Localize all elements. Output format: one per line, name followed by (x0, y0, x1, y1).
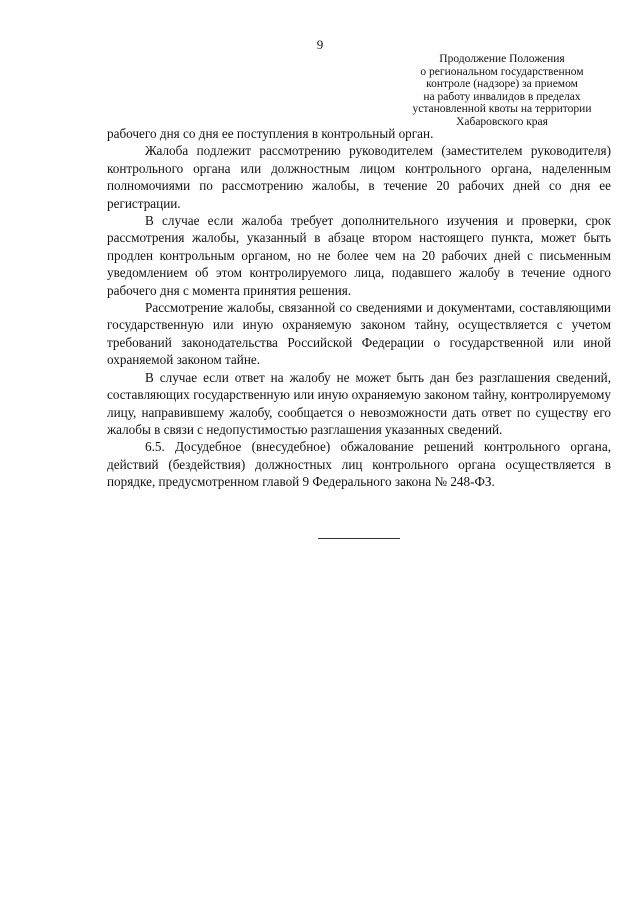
running-header-line: на работу инвалидов в пределах (423, 90, 581, 103)
running-header-line: о региональном государственном (420, 65, 584, 78)
paragraph-6-5-pretrial-appeal: 6.5. Досудебное (внесудебное) обжалование решений контрольного органа, действий (бездействия) должностных лиц контрольного органа осуществляется в порядке, предусмотренном главой 9 Федерального закона № 248-ФЗ. (107, 439, 611, 490)
paragraph-continuation: рабочего дня со дня ее поступления в контрольный орган. (107, 126, 434, 141)
paragraph-state-secret-review: Рассмотрение жалобы, связанной со сведениями и документами, составляющими государственную или иную охраняемую законом тайну, осуществляется с учетом требований законодательства Российской Федерации о государственной или иной охраняемой законом тайне. (107, 300, 611, 368)
closing-divider (318, 538, 400, 539)
paragraph-complaint-review-term: Жалоба подлежит рассмотрению руководителем (заместителем руководителя) контрольного органа или должностным лицом контрольного органа, наделенным полномочиями по рассмотрению жалобы, в течение 20 рабочих дней со дня ее регистрации. (107, 143, 611, 211)
running-header-line: Хабаровского края (456, 115, 548, 128)
running-header (392, 53, 612, 129)
document-body (107, 125, 611, 491)
running-header-line: Продолжение Положения (439, 53, 565, 65)
paragraph-disclosure-impossible: В случае если ответ на жалобу не может быть дан без разглашения сведений, составляющих государственную или иную охраняемую законом тайну, контролируемому лицу, направившему жалобу, сообщается о невозможности дать ответ по существу его жалобы в связи с недопустимостью разглашения указанных сведений. (107, 369, 611, 437)
paragraph-term-extension: В случае если жалоба требует дополнительного изучения и проверки, срок рассмотрения жалобы, указанный в абзаце втором настоящего пункта, может быть продлен контрольным органом, но не более чем на 20 рабочих дней с письменным уведомлением об этом контролируемого лица, подавшего жалобу в течение одного рабочего дня с момента принятия решения. (107, 213, 611, 298)
running-header-line: контроле (надзоре) за приемом (426, 78, 578, 91)
page-number: 9 (316, 37, 324, 52)
running-header-line: установленной квоты на территории (412, 103, 592, 116)
